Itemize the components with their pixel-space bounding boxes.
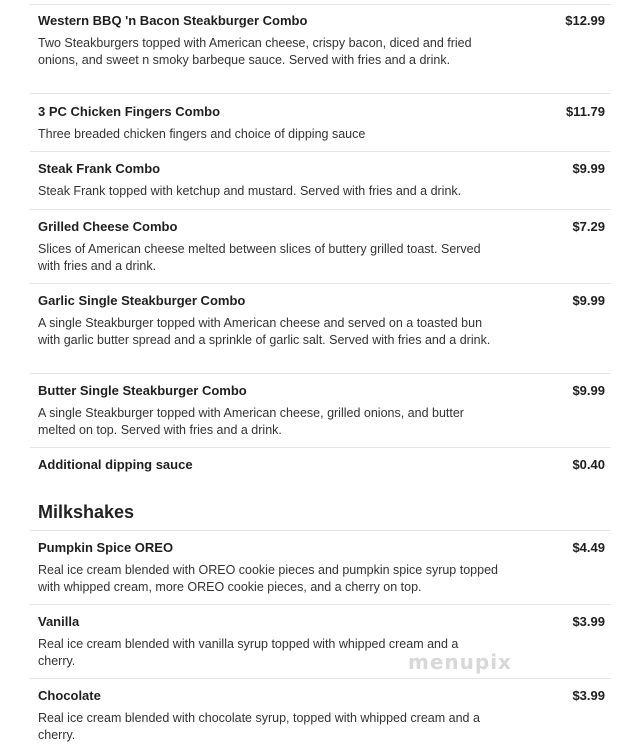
- item-description: Real ice cream blended with OREO cookie pieces and pumpkin spice syrup topped with whipped cream, more OREO cookie pieces, and a cherry on top.: [38, 563, 498, 594]
- divider: [30, 373, 611, 374]
- item-name: Grilled Cheese Combo: [38, 219, 178, 234]
- section-title-milkshakes: Milkshakes: [38, 502, 135, 522]
- item-price: $11.79: [565, 104, 605, 119]
- divider: [30, 209, 611, 210]
- item-price: $3.99: [572, 688, 605, 703]
- item-price: $4.49: [572, 540, 605, 555]
- item-price: $12.99: [565, 13, 605, 28]
- item-description: Steak Frank topped with ketchup and mustard. Served with fries and a drink.: [38, 184, 462, 198]
- item-name: Additional dipping sauce: [38, 457, 193, 472]
- item-name: Pumpkin Spice OREO: [38, 540, 174, 555]
- divider: [30, 283, 611, 284]
- divider: [30, 530, 611, 531]
- divider: [30, 93, 611, 94]
- item-name: 3 PC Chicken Fingers Combo: [38, 104, 221, 119]
- divider: [30, 678, 611, 679]
- divider: [30, 604, 611, 605]
- item-name: Chocolate: [38, 688, 101, 703]
- item-description: Real ice cream blended with chocolate syrup, topped with whipped cream and a cherry.: [38, 711, 480, 742]
- item-name: Western BBQ 'n Bacon Steakburger Combo: [38, 13, 308, 28]
- item-description: A single Steakburger topped with American cheese and served on a toasted bun with garlic butter spread and a sprinkle of garlic salt. Served with fries and a drink.: [38, 316, 491, 347]
- item-description: Slices of American cheese melted between slices of buttery grilled toast. Served with fries and a drink.: [38, 242, 481, 273]
- item-price: $0.40: [572, 457, 605, 472]
- item-description: Two Steakburgers topped with American cheese, crispy bacon, diced and fried onions, and sweet n smoky barbeque sauce. Served with fries and a drink.: [38, 36, 472, 67]
- item-price: $9.99: [572, 293, 605, 308]
- item-description: Three breaded chicken fingers and choice of dipping sauce: [38, 127, 366, 141]
- divider: [30, 447, 611, 448]
- item-name: Steak Frank Combo: [38, 161, 161, 176]
- divider: [30, 4, 611, 5]
- item-description: A single Steakburger topped with American cheese, grilled onions, and butter melted on top. Served with fries and a drink.: [38, 406, 464, 437]
- divider: [30, 151, 611, 152]
- item-name: Garlic Single Steakburger Combo: [38, 293, 246, 308]
- item-price: $3.99: [572, 614, 605, 629]
- item-price: $9.99: [572, 161, 605, 176]
- watermark-logo: menupix: [408, 650, 512, 674]
- item-description: Real ice cream blended with vanilla syrup topped with whipped cream and a cherry.: [38, 637, 459, 668]
- item-name: Butter Single Steakburger Combo: [38, 383, 247, 398]
- item-price: $9.99: [572, 383, 605, 398]
- item-name: Vanilla: [38, 614, 80, 629]
- item-price: $7.29: [572, 219, 605, 234]
